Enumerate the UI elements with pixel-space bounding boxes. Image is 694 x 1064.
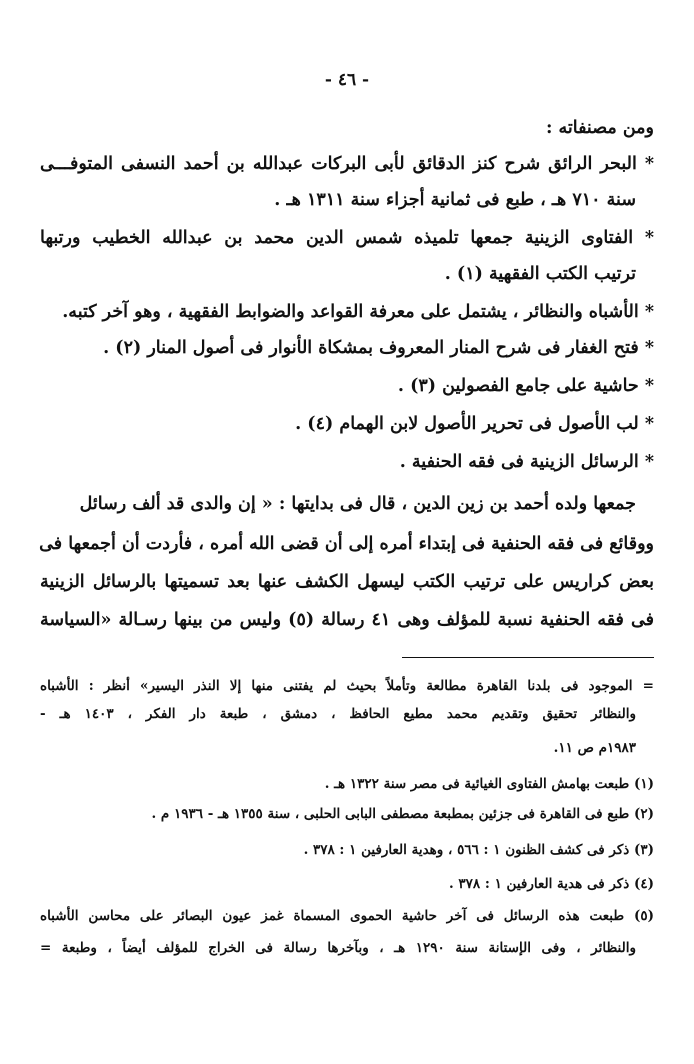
list-item-fath-ghaffar: * فتح الغفار فى شرح المنار المعروف بمشكاة الأنوار فى أصول المنار (٢) . (103, 338, 654, 358)
footnote-4: (٤) ذكر فى هدية العارفين ١ : ٣٧٨ . (449, 876, 654, 892)
list-item-fatawa-zayniyya-continued: ترتيب الكتب الفقهية (١) . (444, 264, 636, 284)
list-item-hashiya-fusulayn: * حاشية على جامع الفصولين (٣) . (397, 376, 654, 396)
paragraph-line: جمعها ولده أحمد بن زين الدين ، قال فى بدايتها : « إن والدى قد ألف رسائل (79, 494, 636, 514)
section-heading: ومن مصنفاته : (545, 118, 654, 138)
paragraph-line: فى فقه الحنفية نسبة للمؤلف وهى ٤١ رسالة (٥) وليس من بينها رسـالة «السياسة (40, 610, 654, 630)
footnote-continuation-line: = الموجود فى بلدنا القاهرة مطالعة وتأملاً بحيث لم يفتنى منها إلا النذر اليسير» أنظر : الأشباه (40, 678, 654, 694)
footnote-2: (٢) طبع فى القاهرة فى جزئين بمطبعة مصطفى البابى الحلبى ، سنة ١٣٥٥ هـ - ١٩٣٦ م . (151, 806, 654, 822)
list-item-rasail-zayniyya: * الرسائل الزينية فى فقه الحنفية . (399, 452, 654, 472)
list-item-bahr-raiq: * البحر الرائق شرح كنز الدقائق لأبى البركات عبدالله بن أحمد النسفى المتوفـــى (40, 154, 654, 174)
page-number: - ٤٦ - (324, 70, 370, 90)
footnote-5: (٥) طبعت هذه الرسائل فى آخر حاشية الحموى المسماة غمز عيون البصائر على محاسن الأشباه (40, 908, 654, 924)
paragraph-line: ووقائع فى فقه الحنفية فى إبتداء أمره إلى أن قضى الله أمره ، فأردت أن أجمعها فى (39, 534, 654, 554)
list-item-bahr-raiq-continued: سنة ٧١٠ هـ ، طبع فى ثمانية أجزاء سنة ١٣١١ هـ . (274, 190, 636, 210)
footnote-continuation-line: والنظائر تحقيق وتقديم محمد مطيع الحافظ ، دمشق ، طبعة دار الفكر ، ١٤٠٣ هـ - (40, 706, 636, 722)
footnote-continuation-line: ١٩٨٣م ص ١١. (553, 740, 636, 756)
paragraph-line: بعض كراريس على ترتيب الكتب ليسهل الكشف عنها بعد تسميتها بالرسائل الزينية (40, 572, 654, 592)
footnote-separator (402, 657, 654, 658)
list-item-ashbah-nazair: * الأشباه والنظائر ، يشتمل على معرفة القواعد والضوابط الفقهية ، وهو آخر كتبه. (62, 302, 654, 322)
list-item-lubb-usul: * لب الأصول فى تحرير الأصول لابن الهمام (٤) . (295, 414, 654, 434)
footnote-1: (١) طبعت بهامش الفتاوى الغيائية فى مصر سنة ١٣٢٢ هـ . (324, 776, 654, 792)
footnote-5-continued: والنظائر ، وفى الإستانة سنة ١٢٩٠ هـ ، وبآخرها رسالة فى الخراج للمؤلف أيضاً ، وطبعة = (40, 940, 637, 956)
footnote-3: (٣) ذكر فى كشف الظنون ١ : ٥٦٦ ، وهدية العارفين ١ : ٣٧٨ . (303, 842, 654, 858)
list-item-fatawa-zayniyya: * الفتاوى الزينية جمعها تلميذه شمس الدين محمد بن عبدالله الخطيب ورتبها (40, 228, 654, 248)
